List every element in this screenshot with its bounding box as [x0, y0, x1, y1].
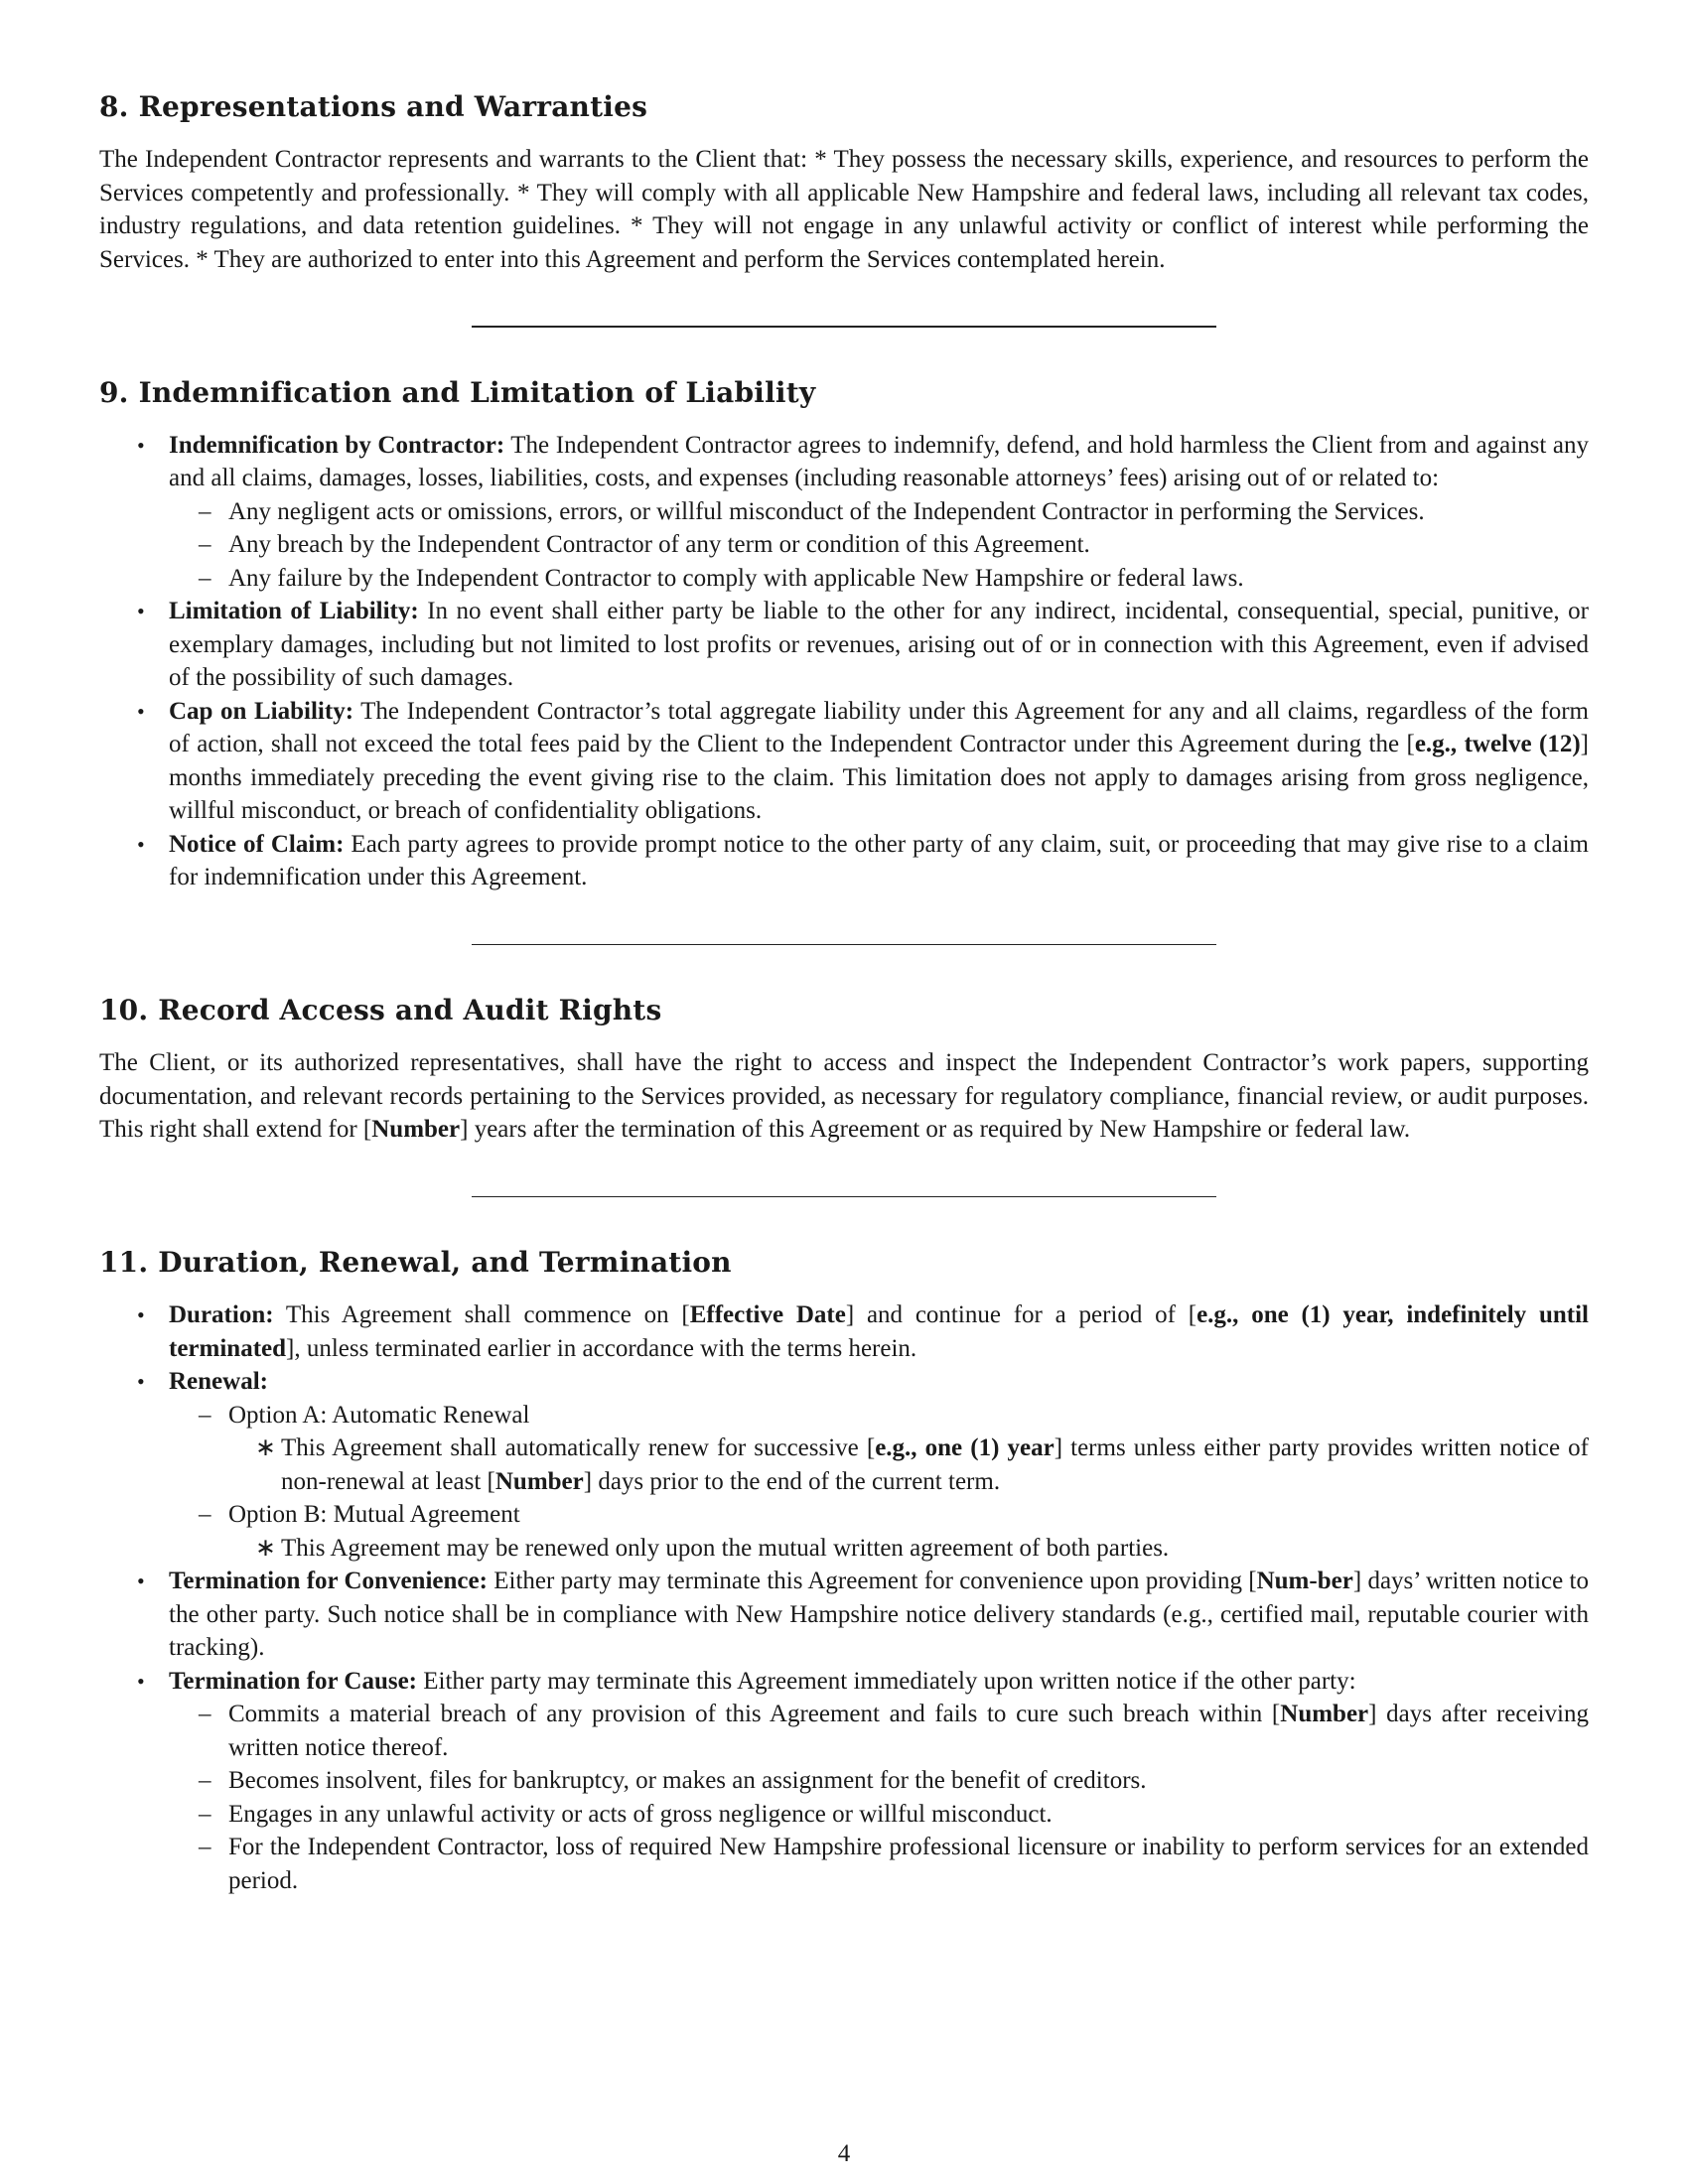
section-11-list	[99, 1298, 1589, 1897]
sub-item-text: Engages in any unlawful activity or acts of gross negligence or willful misconduct.	[228, 1800, 1053, 1828]
dash: –	[199, 1501, 211, 1528]
item-label: Limitation of Liability:	[169, 598, 419, 624]
sub-item	[169, 1831, 1589, 1897]
bullet: •	[137, 599, 145, 623]
sub-item	[169, 1764, 1589, 1798]
item-text: Either party may terminate this Agreement immediately upon written notice if the other party:	[417, 1667, 1356, 1695]
option-label: Option A: Automatic Renewal	[228, 1401, 530, 1429]
placeholder: Number	[1280, 1701, 1369, 1727]
sub-item-text: Any breach by the Independent Contractor of any term or condition of this Agreement.	[228, 531, 1090, 558]
placeholder: Number	[371, 1116, 461, 1143]
list-item-termination-convenience	[99, 1565, 1589, 1665]
sub-item-text: For the Independent Contractor, loss of required New Hampshire professional licensure or inability to perform services for an extended period.	[228, 1834, 1589, 1894]
dash: –	[199, 1401, 211, 1429]
dash: –	[199, 1701, 211, 1727]
placeholder: e.g., one (1) year, indefinitely until terminated	[169, 1301, 1589, 1362]
item-text: ] days’ written notice to the other party. Such notice shall be in compliance with New Hampshire notice delivery standards (e.g., certified mail, reputable courier with tracking).	[169, 1568, 1589, 1661]
item-label: Indemnification by Contractor:	[169, 431, 505, 459]
list-item-renewal	[99, 1365, 1589, 1565]
asterisk: ∗	[255, 1434, 276, 1461]
item-text: In no event shall either party be liable to the other for any indirect, incidental, consequential, special, punitive, or exemplary damages, including but not limited to lost profits or revenues, arising out of or in connection with this Agreement, even if advised of the possibility of such damages.	[169, 598, 1590, 691]
dash: –	[199, 497, 211, 525]
detail-text: ] terms unless either party provides written notice of non-renewal at least [	[281, 1434, 1589, 1495]
detail-text: ] days prior to the end of the current term.	[583, 1467, 1001, 1495]
detail-text: This Agreement may be renewed only upon the mutual written agreement of both parties.	[281, 1534, 1170, 1562]
body-text: ] years after the termination of this Agreement or as required by New Hampshire or federal law.	[460, 1116, 1411, 1143]
item-label: Termination for Convenience:	[169, 1568, 488, 1594]
sub-item	[169, 528, 1589, 562]
list-item-notice	[99, 828, 1589, 894]
renewal-options	[99, 1399, 1589, 1566]
section-divider	[472, 944, 1216, 946]
option-detail	[228, 1532, 1589, 1566]
list-item-termination-cause	[99, 1665, 1589, 1898]
list-item-indemnification	[99, 429, 1589, 596]
option-label: Option B: Mutual Agreement	[228, 1501, 520, 1528]
option-b-detail	[169, 1532, 1589, 1566]
item-text: Either party may terminate this Agreement for convenience upon providing [	[487, 1568, 1257, 1594]
page-number: 4	[837, 2140, 851, 2167]
sub-item	[169, 1798, 1589, 1832]
bullet: •	[137, 1369, 145, 1394]
bullet: •	[137, 1302, 145, 1327]
section-10-body	[99, 1046, 1589, 1147]
asterisk: ∗	[255, 1534, 276, 1562]
document-page	[99, 87, 1589, 1897]
placeholder: Effective Date	[689, 1301, 846, 1328]
dash: –	[199, 1767, 211, 1794]
item-label: Cap on Liability:	[169, 697, 354, 725]
bullet: •	[137, 1569, 145, 1593]
item-label: Notice of Claim:	[169, 830, 345, 858]
dash: –	[199, 564, 211, 592]
item-label: Duration:	[169, 1301, 274, 1328]
bullet: •	[137, 1668, 145, 1694]
body-text: The Client, or its authorized representatives, shall have the right to access and inspect the Independent Contractor’s work papers, supporting documentation, and relevant records pertaining to the Services provided, as necessary for regulatory compliance, financial review, or audit purposes. This right shall extend for [	[99, 1049, 1589, 1143]
detail-text: This Agreement shall automatically renew for successive [	[281, 1434, 876, 1461]
placeholder: e.g., twelve (12)	[1414, 731, 1581, 757]
option-b	[169, 1498, 1589, 1565]
list-item-limitation	[99, 595, 1589, 695]
option-a-detail	[169, 1432, 1589, 1498]
sub-item-text: Any negligent acts or omissions, errors, or willful misconduct of the Independent Contractor in performing the Services.	[228, 497, 1425, 525]
item-label: Termination for Cause:	[169, 1667, 417, 1695]
dash: –	[199, 531, 211, 558]
option-detail	[228, 1432, 1589, 1498]
sub-item-text: Any failure by the Independent Contractor to comply with applicable New Hampshire or federal laws.	[228, 564, 1244, 592]
section-10-heading: 10. Record Access and Audit Rights	[99, 994, 662, 1026]
item-text: The Independent Contractor’s total aggregate liability under this Agreement for any and all claims, regardless of the form of action, shall not exceed the total fees paid by the Client to the Independent Contractor under this Agreement during the [	[169, 697, 1589, 757]
sub-item	[169, 562, 1589, 596]
section-9-list	[99, 429, 1589, 894]
dash: –	[199, 1834, 211, 1860]
section-divider	[472, 1196, 1216, 1198]
section-8-body: The Independent Contractor represents and warrants to the Client that: * They possess the necessary skills, experience, and resources to perform the Services competently and professionally. * They will comply with all applicable New Hampshire and federal laws, including all relevant tax codes, industry regulations, and data retention guidelines. * They will not engage in any unlawful activity or conflict of interest while performing the Services. * They are authorized to enter into this Agreement and perform the Services contemplated herein.	[99, 146, 1589, 273]
placeholder: Num-ber	[1256, 1568, 1353, 1594]
cause-sublist	[99, 1698, 1589, 1897]
bullet: •	[137, 698, 145, 724]
option-a	[169, 1399, 1589, 1499]
dash: –	[199, 1800, 211, 1828]
item-text: This Agreement shall commence on [	[273, 1301, 690, 1328]
section-11-heading: 11. Duration, Renewal, and Termination	[99, 1246, 732, 1279]
placeholder: e.g., one (1) year	[875, 1434, 1055, 1461]
list-item-cap	[99, 695, 1589, 828]
sub-item-text: Becomes insolvent, files for bankruptcy, or makes an assignment for the benefit of creditors.	[228, 1767, 1147, 1794]
sub-item	[169, 495, 1589, 529]
sub-item-text: Commits a material breach of any provision of this Agreement and fails to cure such breach within [	[228, 1701, 1281, 1727]
item-text: Each party agrees to provide prompt notice to the other party of any claim, suit, or proceeding that may give rise to a claim for indemnification under this Agreement.	[169, 830, 1589, 890]
list-item-duration	[99, 1298, 1589, 1365]
item-text: The Independent Contractor agrees to indemnify, defend, and hold harmless the Client from and against any and all claims, damages, losses, liabilities, costs, and expenses (including reasonable attorneys’ fees) arising out of or related to:	[169, 431, 1589, 491]
bullet: •	[137, 432, 145, 458]
sub-item-text: ] days after receiving written notice thereof.	[228, 1701, 1589, 1761]
section-9-heading: 9. Indemnification and Limitation of Liability	[99, 375, 816, 409]
item-text: ] months immediately preceding the event giving rise to the claim. This limitation does not apply to damages arising from gross negligence, willful misconduct, or breach of confidentiality obligations.	[169, 731, 1589, 824]
indemnification-sublist	[99, 495, 1589, 596]
item-label: Renewal:	[169, 1368, 268, 1395]
section-divider	[472, 326, 1216, 328]
item-text: ], unless terminated earlier in accordance with the terms herein.	[286, 1334, 917, 1362]
placeholder: Number	[494, 1467, 584, 1495]
sub-item	[169, 1698, 1589, 1764]
item-text: ] and continue for a period of [	[845, 1301, 1197, 1328]
section-8-heading: 8. Representations and Warranties	[99, 90, 648, 123]
bullet: •	[137, 831, 145, 857]
